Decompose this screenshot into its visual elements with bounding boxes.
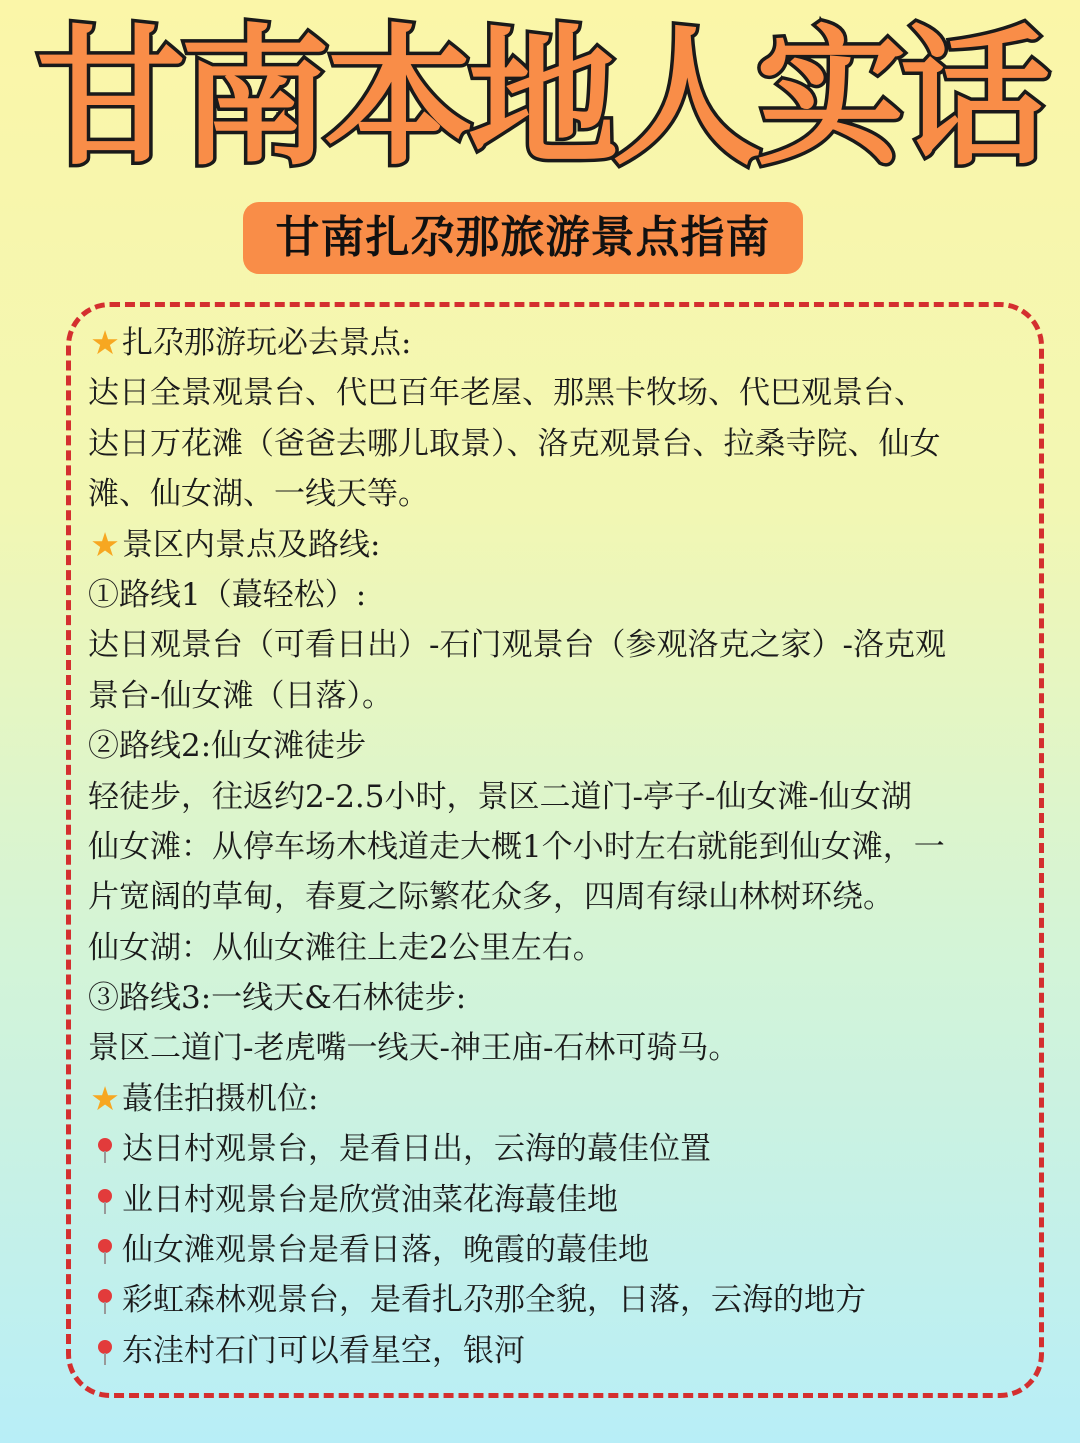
section-heading	[88, 520, 1033, 570]
text-line: 仙女滩：从停车场木栈道走大概1个小时左右就能到仙女滩，一	[88, 828, 945, 865]
photo-spot-item	[88, 1225, 1033, 1275]
section-heading-text: 蕞佳拍摄机位:	[122, 1080, 319, 1117]
photo-spot-text: 达日村观景台，是看日出，云海的蕞佳位置	[122, 1131, 711, 1168]
text-line: ③路线3:一线天&石林徒步:	[88, 980, 467, 1017]
section-heading	[88, 1074, 1033, 1124]
section-heading-text: 扎尕那游玩必去景点:	[122, 325, 412, 361]
photo-spot-text: 业日村观景台是欣赏油菜花海蕞佳地	[122, 1181, 618, 1218]
text-line: ①路线1（蕞轻松）:	[88, 576, 367, 613]
text-line: 达日全景观景台、代巴百年老屋、那黑卡牧场、代巴观景台、	[88, 375, 925, 412]
text-line: 景台-仙女滩（日落）。	[88, 677, 393, 714]
text-line: 景区二道门-老虎嘴一线天-神王庙-石林可骑马。	[88, 1030, 740, 1067]
section-heading-text: 景区内景点及路线:	[122, 526, 381, 563]
pin-icon	[88, 1124, 122, 1174]
photo-spot-item	[88, 1124, 1033, 1174]
text-line: 轻徒步，往返约2-2.5小时，景区二道门-亭子-仙女滩-仙女湖	[88, 778, 912, 815]
star-icon: ★	[90, 323, 120, 362]
text-line: 达日观景台（可看日出）-石门观景台（参观洛克之家）-洛克观	[88, 627, 946, 664]
text-line: 片宽阔的草甸，春夏之际繁花众多，四周有绿山林树环绕。	[88, 879, 894, 916]
text-line: 达日万花滩（爸爸去哪儿取景）、洛克观景台、拉桑寺院、仙女	[88, 425, 941, 462]
photo-spot-item	[88, 1326, 1033, 1376]
guide-content	[88, 318, 1033, 1376]
pin-icon	[88, 1175, 122, 1225]
text-line: 仙女湖：从仙女滩往上走2公里左右。	[88, 929, 604, 966]
photo-spot-text: 东洼村石门可以看星空，银河	[122, 1332, 525, 1369]
page-title: 甘南本地人实话	[35, 12, 1044, 186]
pin-icon	[88, 1225, 122, 1275]
pin-icon	[88, 1326, 122, 1376]
section-heading	[88, 318, 1033, 368]
star-icon: ★	[90, 1078, 120, 1118]
star-icon: ★	[90, 524, 120, 564]
pin-icon	[88, 1275, 122, 1325]
photo-spot-item	[88, 1275, 1033, 1325]
text-line: 滩、仙女湖、一线天等。	[88, 476, 429, 513]
photo-spot-text: 仙女滩观景台是看日落，晚霞的蕞佳地	[122, 1232, 649, 1269]
photo-spot-text: 彩虹森林观景台，是看扎尕那全貌，日落，云海的地方	[122, 1282, 866, 1319]
text-line: ②路线2:仙女滩徒步	[88, 728, 367, 765]
subtitle-banner: 甘南扎尕那旅游景点指南	[243, 202, 803, 274]
photo-spot-item	[88, 1175, 1033, 1225]
